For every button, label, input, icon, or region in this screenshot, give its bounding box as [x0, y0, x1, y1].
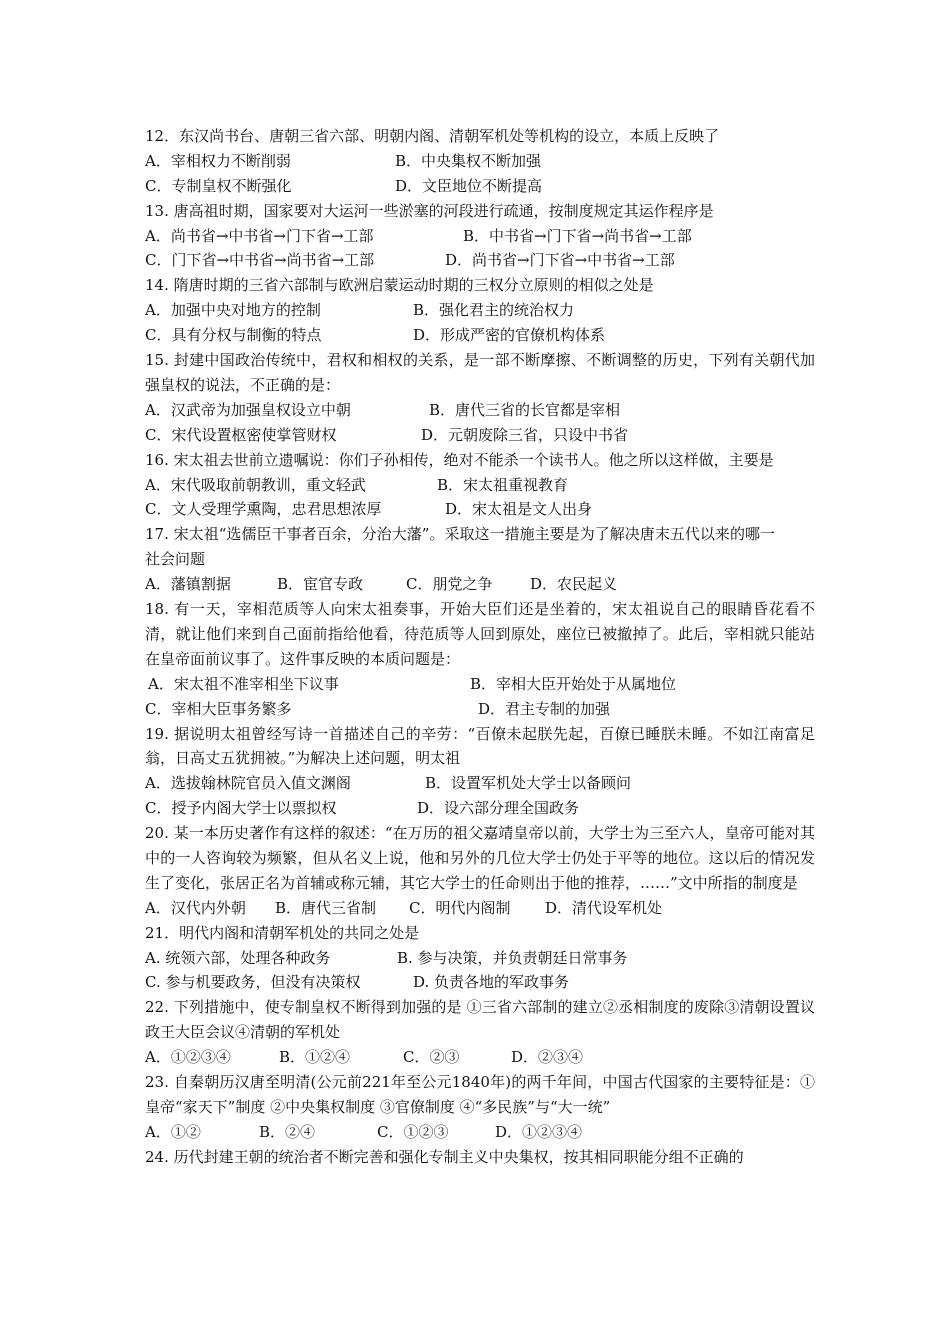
question-13-stem: 13. 唐高祖时期，国家要对大运河一些淤塞的河段进行疏通，按制度规定其运作程序是 [145, 201, 714, 220]
question-23-options [145, 1120, 815, 1145]
question-17-option-c: C．朋党之争 [406, 575, 493, 594]
question-14-option-a: A．加强中央对地方的控制 [145, 301, 321, 320]
question-13-options-row-2 [145, 248, 815, 273]
question-18-option-d: D．君主专制的加强 [478, 699, 611, 718]
question-19-options-row-1 [145, 771, 815, 796]
question-21-option-a: A. 统领六部，处理各种政务 [145, 948, 331, 967]
question-16-option-a: A．宋代吸取前朝教训，重文轻武 [145, 475, 366, 494]
question-17-option-b: B．宦官专政 [277, 575, 364, 594]
question-13-option-b: B．中书省→门下省→尚书省→工部 [463, 226, 692, 245]
question-18-options-row-1 [145, 672, 815, 697]
question-21-option-c: C. 参与机要政务，但没有决策权 [145, 973, 361, 992]
question-18-option-b: B．宰相大臣开始处于从属地位 [470, 674, 677, 693]
question-12-option-d: D．文臣地位不断提高 [395, 176, 543, 195]
question-19-option-d: D．设六部分理全国政务 [417, 799, 580, 818]
question-18-option-c: C．宰相大臣事务繁多 [145, 699, 292, 718]
question-12-option-a: A．宰相权力不断削弱 [145, 151, 291, 170]
question-20-option-d: D．清代设军机处 [545, 898, 663, 917]
question-15-option-b: B．唐代三省的长官都是宰相 [429, 400, 621, 419]
question-21-options-row-1 [145, 946, 815, 971]
question-12-option-b: B．中央集权不断加强 [395, 151, 542, 170]
question-21-option-d: D. 负责各地的军政事务 [413, 973, 570, 992]
question-23-option-b: B．②④ [259, 1122, 316, 1141]
question-22-option-c: C．②③ [403, 1048, 460, 1067]
question-14-stem: 14. 隋唐时期的三省六部制与欧洲启蒙运动时期的三权分立原则的相似之处是 [145, 276, 654, 295]
question-22-option-b: B．①②④ [279, 1048, 351, 1067]
question-18-options-row-2 [145, 697, 815, 722]
question-23-option-a: A．①② [145, 1122, 201, 1141]
question-19-options-row-2 [145, 796, 815, 821]
question-24-stem: 24. 历代封建王朝的统治者不断完善和强化专制主义中央集权，按其相同职能分组不正确的 [145, 1147, 744, 1166]
question-15-stem: 15. 封建中国政治传统中，君权和相权的关系，是一部不断摩擦、不断调整的历史，下列有关朝代加强皇权的说法，不正确的是： [145, 351, 815, 394]
question-17-option-a: A．藩镇割据 [145, 575, 231, 594]
question-21-options-row-2 [145, 970, 815, 995]
question-13-option-a: A．尚书省→中书省→门下省→工部 [145, 226, 374, 245]
question-12-stem: 12．东汉尚书台、唐朝三省六部、明朝内阁、清朝军机处等机构的设立，本质上反映了 [145, 127, 720, 145]
question-17-options [145, 572, 815, 597]
question-22-option-a: A．①②③④ [145, 1048, 231, 1067]
question-12-option-c: C．专制皇权不断强化 [145, 176, 292, 195]
question-15-options-row-2 [145, 423, 815, 448]
question-18-option-a: A．宋太祖不准宰相坐下议事 [148, 674, 339, 693]
question-16-option-c: C．文人受理学熏陶，忠君思想浓厚 [145, 500, 382, 519]
question-15-option-a: A．汉武帝为加强皇权设立中朝 [145, 400, 351, 419]
question-16-options-row-1 [145, 473, 815, 498]
question-16-option-d: D．宋太祖是文人出身 [445, 500, 593, 519]
question-19-stem: 19. 据说明太祖曾经写诗一首描述自己的辛劳：“百僚未起朕先起，百僚已睡朕未睡。不如江南富足翁，日高丈五犹拥被。”为解决上述问题，明太祖 [145, 724, 815, 768]
question-21-stem: 21．明代内阁和清朝军机处的共同之处是 [145, 923, 420, 942]
question-19-option-a: A．选拔翰林院官员入值文渊阁 [145, 774, 351, 793]
question-12-options-row-2 [145, 174, 815, 199]
question-16-option-b: B．宋太祖重视教育 [437, 475, 569, 494]
question-22-stem: 22. 下列措施中，使专制皇权不断得到加强的是 ①三省六部制的建立②丞相制度的废除③清朝设置议政王大臣会议④清朝的军机处 [145, 998, 815, 1042]
question-13-options-row-1 [145, 224, 815, 249]
question-16-options-row-2 [145, 497, 815, 522]
question-13-option-d: D．尚书省→门下省→中书省→工部 [445, 251, 675, 270]
question-23-option-d: D．①②③④ [495, 1122, 583, 1141]
question-18-stem: 18. 有一天，宰相范质等人向宋太祖奏事，开始大臣们还是坐着的，宋太祖说自己的眼睛昏花看不清，就让他们来到自己面前指给他看，待范质等人回到原处，座位已被撤掉了。此后，宰相就只能站在皇帝面前议事了。这件事反映的本质问题是： [145, 600, 815, 668]
question-20-option-a: A．汉代内外朝 [145, 898, 246, 917]
question-13-option-c: C．门下省→中书省→尚书省→工部 [145, 251, 375, 270]
question-17-stem: 17. 宋太祖“选儒臣干事者百余，分治大藩”。采取这一措施主要是为了解决唐末五代以来的哪一社会问题 [145, 525, 775, 569]
question-17-option-d: D．农民起义 [530, 575, 618, 594]
question-14-options-row-1 [145, 298, 815, 323]
question-22-options [145, 1045, 815, 1070]
question-15-options-row-1 [145, 398, 815, 423]
question-20-options [145, 896, 815, 921]
question-12-options-row-1 [145, 149, 815, 174]
question-19-option-b: B．设置军机处大学士以备顾问 [425, 774, 632, 793]
question-14-option-d: D．形成严密的官僚机构体系 [413, 326, 606, 345]
question-14-option-c: C．具有分权与制衡的特点 [145, 326, 322, 345]
question-list [145, 124, 815, 1170]
question-20-option-b: B．唐代三省制 [275, 898, 377, 917]
question-22-option-d: D．②③④ [511, 1048, 584, 1067]
question-23-option-c: C．①②③ [377, 1122, 449, 1141]
question-19-option-c: C．授予内阁大学士以票拟权 [145, 799, 337, 818]
question-21-option-b: B. 参与决策，并负责朝廷日常事务 [397, 948, 628, 967]
question-14-options-row-2 [145, 323, 815, 348]
question-15-option-d: D．元朝废除三省，只设中书省 [421, 425, 629, 444]
question-16-stem: 16. 宋太祖去世前立遗嘱说：你们子孙相传，绝对不能杀一个读书人。他之所以这样做，主要是 [145, 450, 774, 469]
question-20-option-c: C．明代内阁制 [409, 898, 511, 917]
question-15-option-c: C．宋代设置枢密使掌管财权 [145, 425, 337, 444]
question-20-stem: 20. 某一本历史著作有这样的叙述：“在万历的祖父嘉靖皇帝以前，大学士为三至六人，皇帝可能对其中的一人咨询较为频繁，但从名义上说，他和另外的几位大学士仍处于平等的地位。这以后的情况发生了变化，张居正名为首辅或称元辅，其它大学士的任命则出于他的推荐，……”文中所指的制度是 [145, 824, 815, 892]
question-23-stem: 23. 自秦朝历汉唐至明清(公元前221年至公元1840年)的两千年间，中国古代国家的主要特征是：①皇帝“家天下”制度 ②中央集权制度 ③官僚制度 ④“多民族”与“大一统” [145, 1073, 815, 1116]
question-14-option-b: B．强化君主的统治权力 [413, 301, 575, 320]
